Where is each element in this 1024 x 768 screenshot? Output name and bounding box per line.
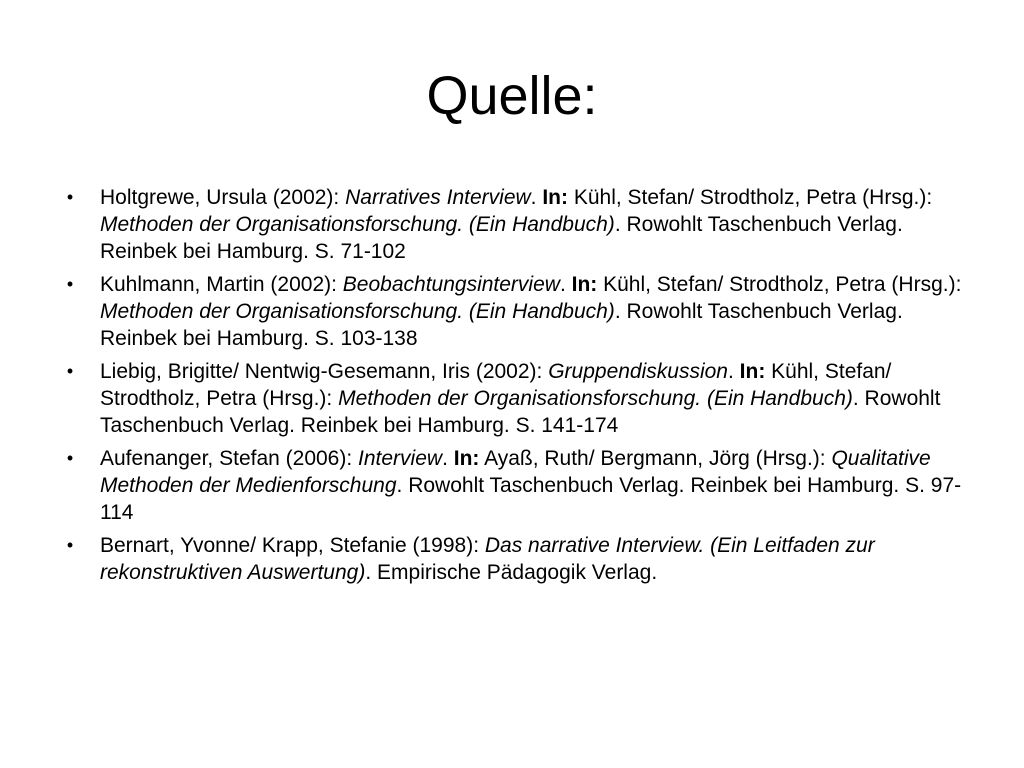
reference-separator: . <box>559 273 572 296</box>
reference-in-label: In: <box>453 447 480 470</box>
reference-item <box>60 532 980 586</box>
reference-editors: Kühl, Stefan/ Strodtholz, Petra (Hrsg.): <box>597 273 962 296</box>
reference-editors: Ayaß, Ruth/ Bergmann, Jörg (Hrsg.): <box>479 447 832 470</box>
bullet-icon: • <box>66 361 74 381</box>
reference-book-title: Qualitative Methoden der Medienforschung <box>100 447 931 497</box>
reference-in-label: In: <box>739 360 766 383</box>
bullet-icon: • <box>66 535 74 555</box>
reference-book-title: Methoden der Organisationsforschung. (Ein Handbuch) <box>338 387 853 410</box>
reference-list <box>60 184 980 592</box>
reference-publisher: . Rowohlt Taschenbuch Verlag. Reinbek bei Hamburg. S. 103-138 <box>100 300 903 350</box>
reference-publisher: . Rowohlt Taschenbuch Verlag. Reinbek bei Hamburg. S. 97-114 <box>100 474 962 524</box>
reference-work-title: Das narrative Interview. (Ein Leitfaden zur rekonstruktiven Auswertung) <box>100 534 875 584</box>
reference-author-year: Liebig, Brigitte/ Nentwig-Gesemann, Iris (2002): <box>100 360 549 383</box>
reference-author-year: Bernart, Yvonne/ Krapp, Stefanie (1998): <box>100 534 485 557</box>
bullet-icon: • <box>66 274 74 294</box>
reference-separator: . <box>442 447 454 470</box>
reference-book-title: Methoden der Organisationsforschung. (Ein Handbuch) <box>100 300 615 323</box>
reference-in-label: In: <box>571 273 598 296</box>
reference-work-title: Beobachtungsinterview <box>342 273 560 296</box>
reference-author-year: Holtgrewe, Ursula (2002): <box>100 186 346 209</box>
bullet-icon: • <box>66 448 74 468</box>
reference-publisher: . Rowohlt Taschenbuch Verlag. Reinbek bei Hamburg. S. 71-102 <box>100 213 903 263</box>
reference-work-title: Narratives Interview <box>345 186 531 209</box>
reference-editors: Kühl, Stefan/ Strodtholz, Petra (Hrsg.): <box>100 360 892 410</box>
reference-publisher: . Rowohlt Taschenbuch Verlag. Reinbek bei Hamburg. S. 141-174 <box>100 387 941 437</box>
slide-title: Quelle: <box>426 66 598 126</box>
reference-in-label: In: <box>542 186 568 209</box>
reference-work-title: Gruppendiskussion <box>548 360 728 383</box>
reference-author-year: Aufenanger, Stefan (2006): <box>100 447 359 470</box>
reference-editors: Kühl, Stefan/ Strodtholz, Petra (Hrsg.): <box>568 186 933 209</box>
bullet-icon: • <box>66 187 74 207</box>
reference-item <box>60 358 980 439</box>
reference-author-year: Kuhlmann, Martin (2002): <box>100 273 343 296</box>
reference-work-title: Interview <box>358 447 443 470</box>
reference-item <box>60 184 980 265</box>
reference-separator: . <box>530 186 543 209</box>
reference-book-title: Methoden der Organisationsforschung. (Ein Handbuch) <box>100 213 615 236</box>
reference-publisher: . Empirische Pädagogik Verlag. <box>365 561 658 584</box>
reference-separator: . <box>727 360 740 383</box>
reference-item <box>60 271 980 352</box>
reference-item <box>60 445 980 526</box>
